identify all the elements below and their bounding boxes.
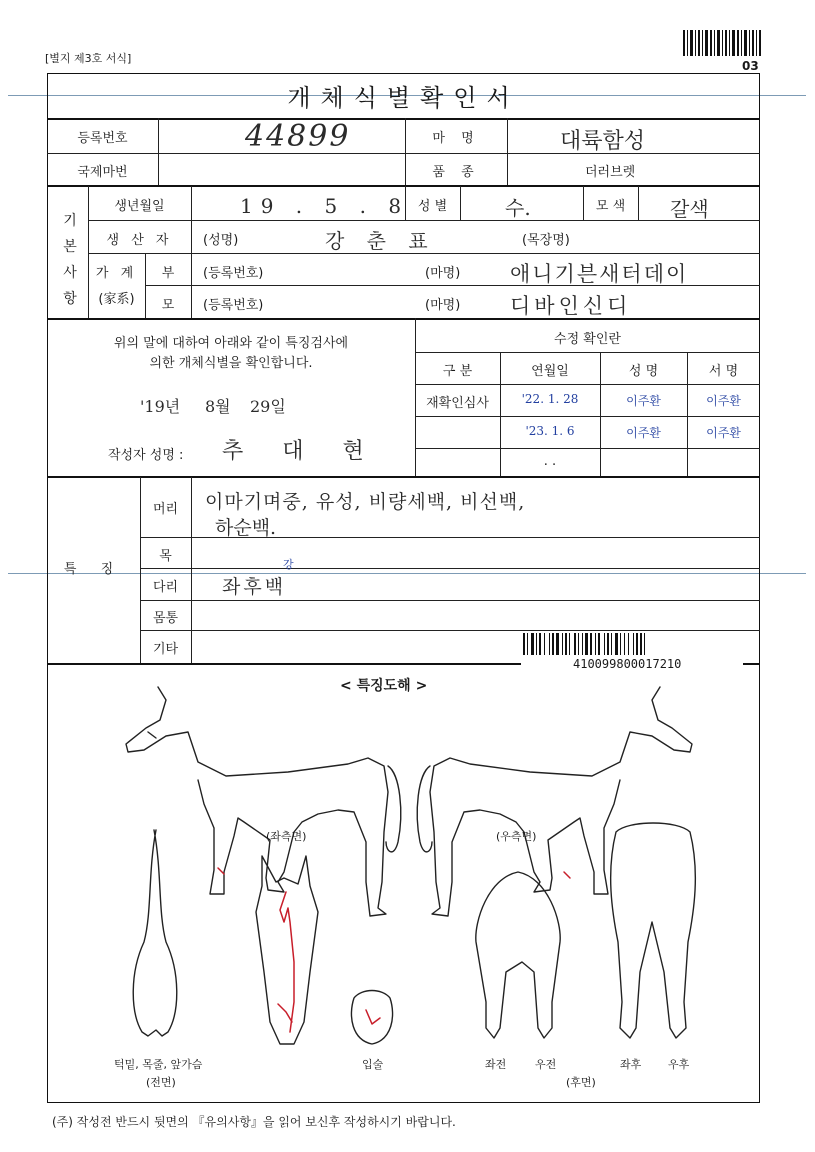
revision-col-date: 연월일	[531, 364, 569, 379]
birth-date-value: 19 . 5 . 8	[240, 194, 410, 218]
rule	[415, 416, 760, 417]
rule	[47, 118, 760, 120]
revision-row-date: . .	[543, 454, 557, 469]
revision-row-sign: 이주환	[706, 426, 741, 440]
rule	[191, 477, 192, 663]
breed-value: 더러브렛	[585, 165, 636, 180]
rule	[415, 352, 760, 353]
dam-name-value: 디바인신디	[510, 294, 632, 318]
registration-number-value: 44899	[245, 119, 351, 154]
revision-row-date: '23. 1. 6	[525, 424, 575, 438]
front-label: (전면)	[146, 1076, 176, 1089]
head-markings	[218, 868, 570, 1032]
feature-head-value-line-2: 하순백.	[215, 517, 277, 539]
horse-head-front	[256, 856, 318, 1044]
revision-row-name: 이주환	[626, 426, 661, 440]
birth-date-label: 생년월일	[114, 199, 165, 214]
horse-name-label: 마 명	[432, 131, 480, 146]
front-left-label: 좌전	[485, 1058, 507, 1071]
revision-row-type: 재확인심사	[426, 396, 489, 411]
revision-row-name: 이주환	[626, 394, 661, 408]
writer-label: 작성자 성명 :	[108, 448, 184, 463]
color-value: 갈색	[670, 197, 709, 221]
feature-legs-label: 다리	[152, 580, 179, 595]
revision-col-sign: 서 명	[708, 364, 739, 379]
rule	[191, 253, 192, 318]
rule	[638, 186, 639, 220]
features-section-label: 특 징	[63, 562, 124, 577]
sex-label: 성 별	[417, 199, 448, 214]
rule	[415, 448, 760, 449]
lips-label: 입술	[362, 1058, 384, 1071]
horse-lips	[351, 991, 392, 1045]
breed-label: 품 종	[432, 165, 480, 180]
dam-name-hint: (마명)	[425, 298, 461, 313]
breeder-name-value: 강 춘 표	[325, 229, 436, 253]
rule	[47, 318, 760, 320]
revision-title: 수정 확인란	[554, 332, 621, 347]
horse-neck-front	[133, 830, 177, 1036]
basic-info-section-label: 기본사항	[63, 213, 77, 307]
rule	[140, 600, 760, 601]
dam-reg-hint: (등록번호)	[203, 298, 264, 313]
right-side-label: (우측면)	[496, 830, 537, 843]
front-parts-label: 턱밑, 목줄, 앞가슴	[114, 1058, 203, 1071]
confirmation-year: '19년	[140, 397, 181, 416]
color-label: 모 색	[595, 199, 626, 214]
statement-line-2: 의한 개체식별을 확인합니다.	[149, 356, 313, 371]
rule	[88, 220, 760, 221]
sex-value: 수.	[505, 196, 531, 220]
horse-left-side	[126, 687, 401, 916]
sire-name-hint: (마명)	[425, 266, 461, 281]
breeder-label: 생 산 자	[106, 233, 173, 248]
rule	[191, 186, 192, 253]
sire-name-value: 애니기븐새터데이	[510, 262, 689, 286]
rule	[158, 118, 159, 185]
rule	[47, 476, 760, 478]
rule	[47, 185, 760, 187]
rule	[507, 118, 508, 185]
horse-right-side	[417, 687, 692, 916]
form-title: 개체식별확인서	[287, 84, 520, 112]
feature-legs-value: 좌후백	[222, 576, 287, 598]
registration-number-label: 등록번호	[77, 131, 128, 146]
ranch-name-hint: (목장명)	[522, 233, 570, 248]
horse-diagram-svg	[48, 672, 759, 1102]
rule	[460, 186, 461, 220]
statement-line-1: 위의 말에 대하여 아래와 같이 특징검사에	[113, 336, 349, 351]
feature-head-label: 머리	[152, 502, 179, 517]
sheet-number: 03	[742, 59, 759, 73]
hind-right-label: 우후	[668, 1058, 690, 1071]
feature-head-value: 이마기며중, 유성, 비량세백, 비선백,	[205, 491, 526, 513]
confirmation-month: 8월	[205, 397, 231, 416]
pedigree-hanja: (家系)	[98, 292, 135, 307]
international-number-label: 국제마번	[77, 165, 128, 180]
feature-diagram	[48, 672, 759, 1102]
form-label: [별지 제3호 서식]	[45, 52, 132, 65]
horse-front-legs	[476, 872, 560, 1038]
rule	[140, 568, 760, 569]
horse-hind-legs	[611, 823, 696, 1038]
rule	[415, 384, 760, 385]
pedigree-label: 가 계	[95, 266, 138, 281]
horse-name-value: 대륙함성	[560, 129, 646, 154]
dam-label: 모	[161, 298, 175, 313]
barcode-bars	[521, 633, 743, 655]
breeder-name-hint: (성명)	[203, 233, 239, 248]
sire-label: 부	[161, 266, 175, 281]
feature-legs-annotation: 강	[283, 558, 294, 571]
revision-row-date: '22. 1. 28	[521, 392, 579, 406]
sire-reg-hint: (등록번호)	[203, 266, 264, 281]
hind-left-label: 좌후	[620, 1058, 642, 1071]
top-barcode	[683, 30, 761, 56]
barcode-number: 410099800017210	[573, 657, 682, 671]
writer-signature: 추 대 현	[222, 439, 380, 464]
diagram-title: < 특징도해 >	[340, 678, 428, 694]
rear-label: (후면)	[566, 1076, 596, 1089]
rule	[140, 630, 760, 631]
revision-row-sign: 이주환	[706, 394, 741, 408]
feature-body-label: 몸통	[152, 611, 179, 626]
feature-neck-label: 목	[159, 549, 172, 564]
left-side-label: (좌측면)	[266, 830, 307, 843]
revision-col-name: 성 명	[628, 364, 659, 379]
rule	[47, 153, 760, 154]
confirmation-day: 29일	[250, 397, 286, 416]
footnote: (주) 작성전 반드시 뒷면의 『유의사항』을 읽어 보신후 작성하시기 바랍니다.	[52, 1115, 456, 1129]
front-right-label: 우전	[535, 1058, 557, 1071]
revision-col-type: 구 분	[442, 364, 473, 379]
feature-other-label: 기타	[152, 642, 179, 657]
